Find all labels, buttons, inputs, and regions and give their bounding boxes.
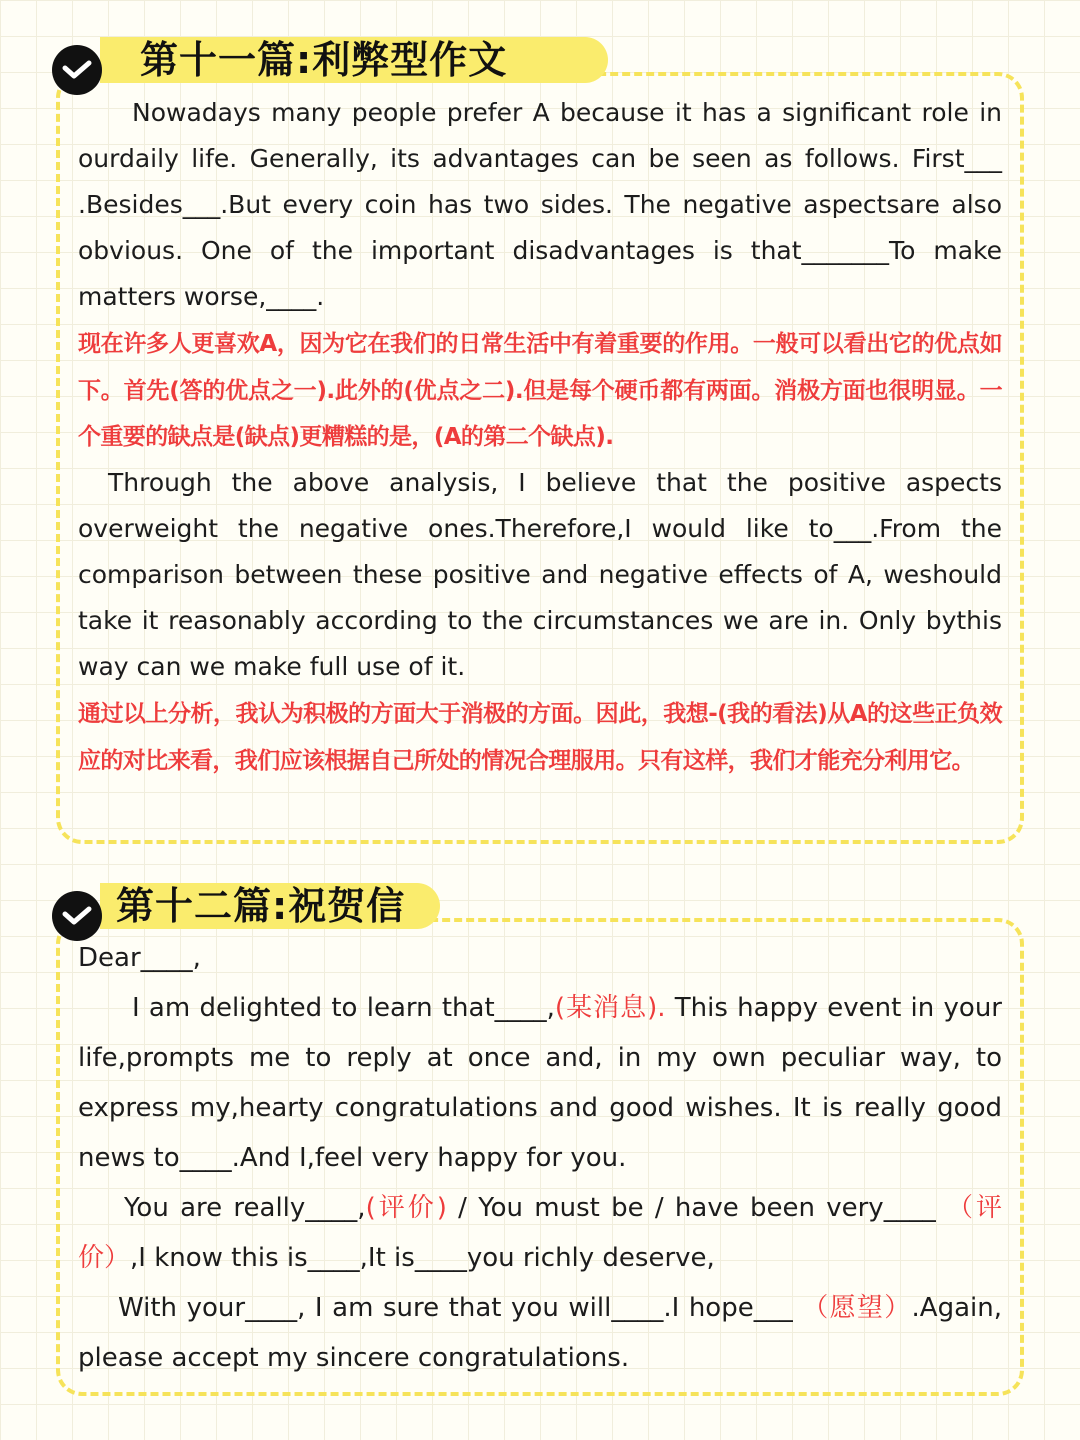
letter-p2-text-a: You are really____, xyxy=(124,1193,366,1223)
section1-en-text1: Nowadays many people prefer A because it has a significant role in ourdaily life. Generally, its advantages can be seen as follows. First___ .Besides___.But every coin has two sides. The negative aspectsare also obvious. One of the important disadvantages is that_______To make matters worse,____. xyxy=(78,98,1002,311)
section1-header xyxy=(52,37,612,83)
letter-p2-text-c: ,I know this is____,It is____you richly deserve, xyxy=(130,1243,715,1273)
letter-p3-text-a: With your____, I am sure that you will____.I hope___ xyxy=(118,1293,803,1323)
letter-p1-text-a: I am delighted to learn that____, xyxy=(132,993,555,1023)
section2-header xyxy=(52,883,452,929)
letter-paragraph1 xyxy=(78,983,1002,1183)
section1-english-paragraph1 xyxy=(78,90,1002,320)
section2-title: 第十二篇:祝贺信 xyxy=(116,884,406,928)
letter-p2-annotation2: （评价） xyxy=(78,1193,1002,1273)
section1-en-text2: Through the above analysis, I believe that the positive aspects overweight the negative ones.Therefore,I would like to___.From the comparison between these positive and negative effects of A, weshould take it reasonably according to the circumstances we are in. Only bythis way can we make full use of it. xyxy=(78,468,1002,681)
section1-english-paragraph2 xyxy=(78,460,1002,690)
section1-chinese-paragraph1 xyxy=(78,321,1002,461)
section1-cn-text2: 通过以上分析，我认为积极的方面大于消极的方面。因此，我想-(我的看法)从A的这些正负效应的对比来看，我们应该根据自己所处的情况合理服用。只有这样，我们才能充分利用它。 xyxy=(78,701,1002,774)
letter-p1-annotation: (某消息). xyxy=(554,993,666,1023)
letter-p2-annotation1: (评价) xyxy=(365,1193,447,1223)
check-circle-icon xyxy=(52,45,102,95)
letter-p1-text-b: This happy event in your life,prompts me to reply at once and, in my own peculiar way, to express my,hearty congratulations and good wishes. It is really good news to____.And I,feel very happy for you. xyxy=(78,993,1002,1173)
letter-salutation xyxy=(78,933,1002,983)
letter-paragraph3 xyxy=(78,1283,1002,1383)
letter-paragraph2 xyxy=(78,1183,1002,1283)
letter-p2-text-b: / You must be / have been very____ xyxy=(446,1193,947,1223)
section1-cn-text1: 现在许多人更喜欢A，因为它在我们的日常生活中有着重要的作用。一般可以看出它的优点如下。首先(答的优点之一).此外的(优点之二).但是每个硬币都有两面。消极方面也很明显。一个重要的缺点是(缺点)更糟糕的是，(A的第二个缺点). xyxy=(78,331,1002,450)
salutation-text: Dear____, xyxy=(78,943,201,973)
letter-p3-text-b: .Again, please accept my sincere congratulations. xyxy=(78,1293,1002,1373)
section1-chinese-paragraph2 xyxy=(78,691,1002,784)
letter-p3-annotation: （愿望） xyxy=(802,1293,912,1323)
section1-title: 第十一篇:利弊型作文 xyxy=(140,38,508,82)
